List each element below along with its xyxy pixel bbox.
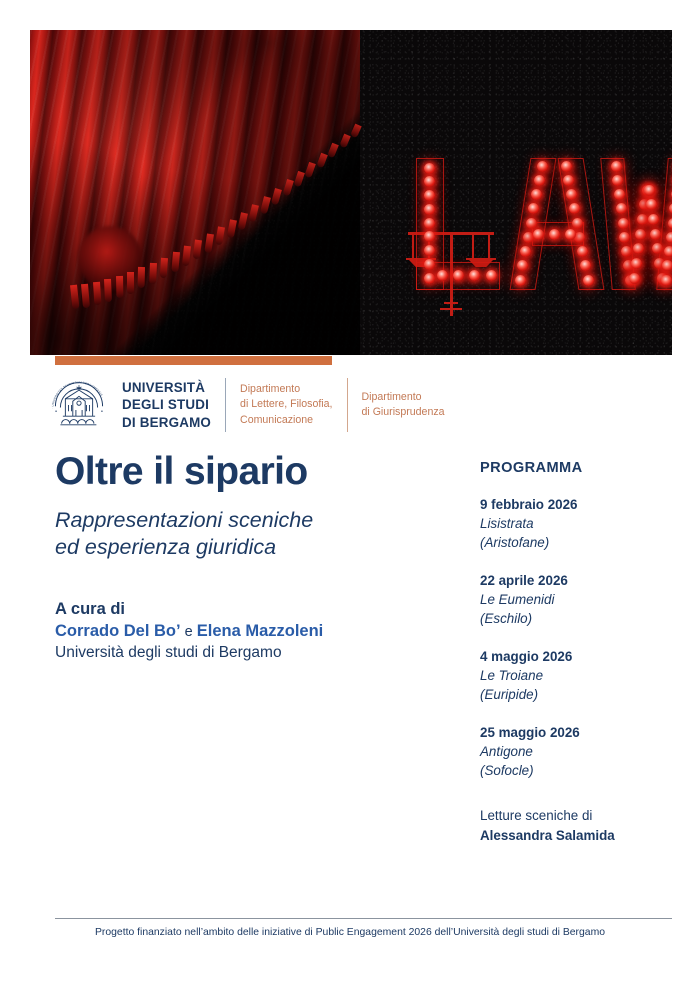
marquee-bulb	[520, 246, 531, 257]
fringe-tassel	[70, 285, 79, 310]
fringe-tassel	[149, 263, 157, 284]
marquee-bulb	[668, 218, 673, 229]
programme-play: Le Eumenidi	[480, 592, 555, 608]
curtain-fringe	[30, 30, 360, 355]
svg-text:· UNIVERSITAS STUDIORUM BERGOM: · UNIVERSITAS STUDIORUM BERGOMENSIS ·	[51, 381, 104, 409]
logo-divider-1	[225, 378, 226, 432]
marquee-bulb	[424, 204, 435, 215]
programme-play: Antigone	[480, 744, 533, 760]
marquee-bulb	[424, 245, 435, 256]
marquee-bulb	[648, 214, 659, 225]
marquee-bulb	[526, 218, 537, 229]
logo-divider-2	[347, 378, 348, 432]
dept2-line-1: Dipartimento	[361, 390, 422, 403]
programme-author: (Sofocle)	[480, 763, 534, 779]
marquee-bulb	[572, 218, 583, 229]
dept1-line-1: Dipartimento	[240, 383, 301, 396]
readings-label: Letture sceniche di	[480, 808, 593, 824]
marquee-bulb	[650, 229, 661, 240]
curators-affiliation: Università degli studi di Bergamo	[55, 644, 282, 662]
marquee-bulb	[437, 270, 448, 281]
marquee-bulb	[534, 175, 545, 186]
fringe-tassel	[204, 233, 214, 253]
footer-funding-note: Progetto finanziato nell’ambito delle iniziative di Public Engagement 2026 dell’Università degli studi di Bergamo	[94, 927, 605, 938]
marquee-bulb	[424, 259, 435, 270]
fringe-tassel	[138, 267, 145, 289]
fringe-tassel	[260, 196, 271, 214]
dept2-line-2: di Giurisprudenza	[361, 406, 445, 418]
marquee-bulb	[424, 273, 435, 284]
programme-item	[480, 723, 670, 780]
curators-names	[55, 621, 455, 643]
marquee-bulb	[565, 229, 576, 240]
marquee-bulb	[531, 189, 542, 200]
programme-date: 22 aprile 2026	[480, 573, 568, 589]
marquee-bulb	[561, 161, 572, 172]
fringe-tassel	[305, 162, 316, 178]
programme-heading: PROGRAMMA	[480, 460, 583, 476]
fringe-tassel	[215, 226, 225, 245]
marquee-bulb	[616, 203, 627, 214]
marquee-bulb	[621, 246, 632, 257]
fringe-tassel	[171, 252, 180, 273]
marquee-bulb	[662, 260, 672, 271]
marquee-bulb	[569, 203, 580, 214]
marquee-bulb	[635, 229, 646, 240]
fringe-tassel	[339, 133, 351, 148]
marquee-bulb	[629, 273, 640, 284]
marquee-bulb	[580, 260, 591, 271]
marquee-bulb	[453, 270, 464, 281]
marquee-bulb	[424, 231, 435, 242]
marquee-bulb	[618, 218, 629, 229]
marquee-bulb	[577, 246, 588, 257]
marquee-bulb	[486, 270, 497, 281]
fringe-tassel	[93, 282, 101, 306]
department-letters-philosophy-communication	[240, 382, 332, 427]
fringe-tassel	[293, 171, 304, 188]
university-logo-bar	[48, 374, 445, 436]
marquee-bulb	[574, 232, 585, 243]
university-name-line-3: DI BERGAMO	[122, 414, 212, 430]
marquee-bulb	[583, 275, 594, 286]
marquee-bulb	[566, 189, 577, 200]
fringe-tassel	[350, 124, 362, 139]
page-subtitle	[55, 507, 455, 562]
marquee-bulb	[644, 185, 655, 196]
marquee-bulb	[633, 243, 644, 254]
accent-bar	[55, 356, 332, 365]
fringe-tassel	[127, 272, 134, 294]
university-name-line-1: UNIVERSITÀ	[122, 380, 206, 396]
dept1-line-3: Comunicazione	[240, 413, 314, 426]
fringe-tassel	[282, 179, 293, 196]
marquee-bulb	[666, 232, 672, 243]
marquee-bulb	[619, 232, 630, 243]
fringe-tassel	[249, 204, 260, 222]
fringe-tassel	[193, 240, 202, 260]
marquee-bulb	[515, 275, 526, 286]
fringe-tassel	[81, 284, 90, 308]
left-column	[55, 452, 455, 664]
programme-author: (Euripide)	[480, 687, 539, 703]
marquee-bulb	[614, 189, 625, 200]
fringe-tassel	[160, 257, 168, 278]
fringe-tassel	[237, 212, 247, 230]
law-marquee-sign	[396, 150, 672, 295]
marquee-bulb	[533, 229, 544, 240]
marquee-bulb	[664, 246, 672, 257]
marquee-bulb	[612, 175, 623, 186]
marquee-bulb	[637, 214, 648, 225]
programme-column	[480, 460, 670, 845]
programme-item	[480, 647, 670, 704]
fringe-tassel	[327, 143, 339, 158]
university-of-bergamo-seal	[48, 374, 110, 436]
programme-date: 25 maggio 2026	[480, 725, 580, 741]
fringe-tassel	[271, 188, 282, 205]
page-title: Oltre il sipario	[55, 450, 308, 493]
curator-name-2: Elena Mazzoleni	[196, 622, 324, 641]
marquee-bulb	[549, 229, 560, 240]
fringe-tassel	[226, 219, 236, 238]
hero-image	[30, 30, 672, 355]
marquee-bulb	[469, 270, 480, 281]
programme-date: 4 maggio 2026	[480, 649, 573, 665]
marquee-bulb	[424, 190, 435, 201]
readings-performer: Alessandra Salamida	[480, 827, 615, 843]
university-name	[122, 379, 211, 430]
department-law	[362, 390, 445, 420]
programme-author: (Eschilo)	[480, 611, 533, 627]
fringe-tassel	[182, 246, 191, 266]
programme-item	[480, 571, 670, 628]
curators-block	[55, 599, 455, 663]
marquee-bulb	[661, 275, 672, 286]
marquee-bulb	[563, 175, 574, 186]
programme-play: Lisistrata	[480, 516, 534, 532]
subtitle-line-2: ed esperienza giuridica	[55, 534, 277, 559]
curators-conjunction: e	[180, 624, 197, 641]
marquee-bulb	[424, 176, 435, 187]
fringe-tassel	[316, 153, 328, 169]
marquee-bulb	[424, 218, 435, 229]
marquee-bulb	[631, 258, 642, 269]
curators-label: A cura di	[55, 600, 125, 619]
fringe-tassel	[116, 276, 123, 298]
marquee-bulb	[424, 163, 435, 174]
fringe-tassel	[104, 279, 112, 302]
university-name-line-2: DEGLI STUDI	[122, 397, 210, 413]
footer-divider	[55, 918, 672, 919]
curator-name-1: Corrado Del Bo’	[55, 622, 181, 641]
programme-play: Le Troiane	[480, 668, 544, 684]
marquee-bulb	[646, 199, 657, 210]
marquee-bulb	[611, 161, 622, 172]
marquee-bulb	[537, 161, 548, 172]
subtitle-line-1: Rappresentazioni sceniche	[55, 507, 314, 532]
programme-author: (Aristofane)	[480, 535, 550, 551]
readings-block	[480, 806, 670, 845]
programme-item	[480, 495, 670, 552]
programme-date: 9 febbraio 2026	[480, 497, 578, 512]
dept1-line-2: di Lettere, Filosofia,	[240, 398, 333, 411]
